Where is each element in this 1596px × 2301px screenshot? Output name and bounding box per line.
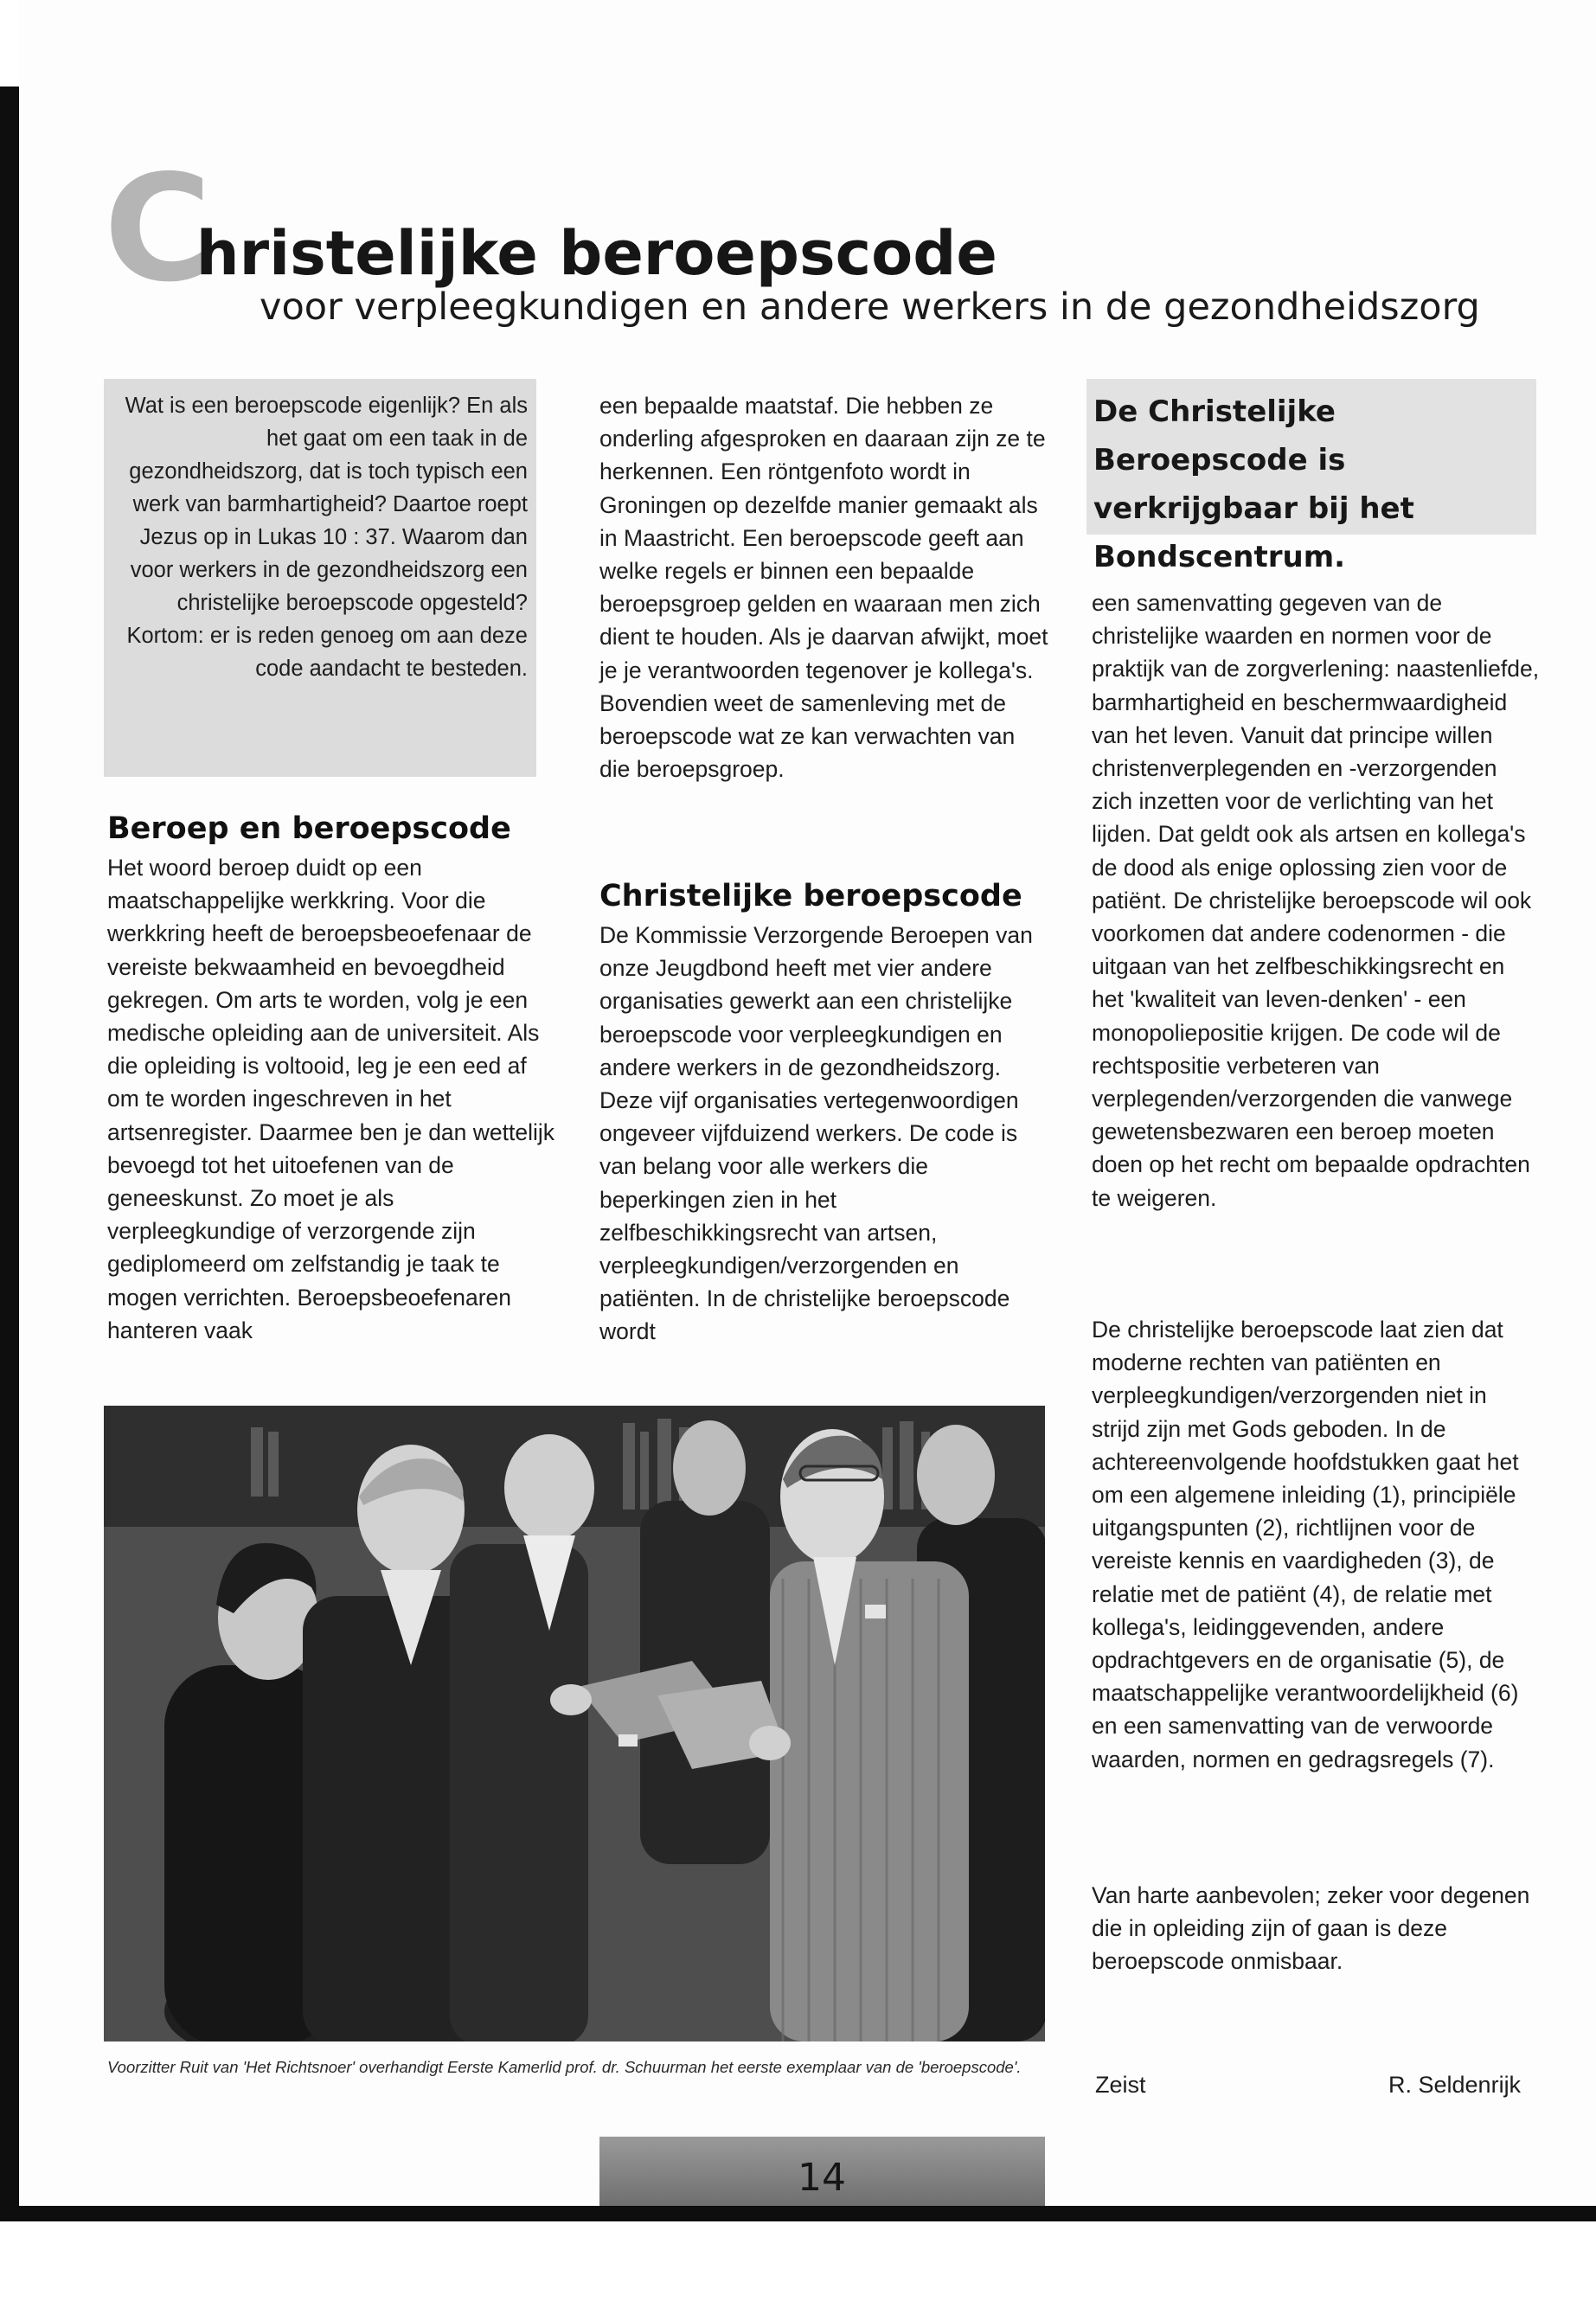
page-number: 14 (798, 2156, 846, 2200)
article-title (104, 144, 997, 315)
footer-place: Zeist (1095, 2072, 1146, 2098)
right-column-p2: De christelijke beroepscode laat zien dat moderne rechten van patiënten en verpleegkundigen/verzorgenden niet in strijd zijn met Gods geboden. In de achtereenvolgende hoofdstukken gaat het om een algemene inleiding (1), principiële uitgangspunten (2), richtlijnen voor de vereiste kennis en vaardigheden (3), de relatie met de patiënt (4), de relatie met kollega's, leidinggevenden, andere opdrachtgevers en de organisatie (5), de maatschappelijke verantwoordelijkheid (6) en een samenvatting van de verwoorde waarden, normen en gedragsregels (7). (1092, 1317, 1519, 1772)
right-column-p3: Van harte aanbevolen; zeker voor degenen die in opleiding zijn of gaan is deze beroepscode onmisbaar. (1092, 1882, 1530, 1975)
photo-caption: Voorzitter Ruit van 'Het Richtsnoer' overhandigt Eerste Kamerlid prof. dr. Schuurman het eerste exemplaar van de 'beroepscode'. (107, 2058, 1022, 2076)
article-subtitle: voor verpleegkundigen en andere werkers in de gezondheidszorg (260, 285, 1480, 329)
title-text: hristelijke beroepscode (195, 218, 997, 289)
footer-author: R. Seldenrijk (1388, 2072, 1522, 2098)
photo-illustration (104, 1406, 1045, 2041)
photo-handover (104, 1406, 1045, 2041)
scan-edge-bottom (0, 2206, 1596, 2221)
middle-column-text: een bepaalde maatstaf. Die hebben ze onderling afgesproken en daaraan zijn ze te herkennen. Een röntgenfoto wordt in Groningen op dezelfde manier gemaakt als in Maastricht. Een beroepscode geeft aan welke regels er binnen een bepaalde beroepsgroep gelden en waaraan men zich dient te houden. Als je daarvan afwijkt, moet je je verantwoorden tegenover je kollega's. Bovendien weet de samenleving met de beroepscode wat ze kan verwachten van die beroepsgroep. (599, 393, 1048, 783)
section-body-christelijk: De Kommissie Verzorgende Beroepen van onze Jeugdbond heeft met vier andere organisaties gewerkt aan een christelijke beroepscode voor verpleegkundigen en andere werkers in de gezondheidszorg. Deze vijf organisaties vertegenwoordigen ongeveer vijfduizend werkers. De code is van belang voor alle werkers die beperkingen zien in het zelfbeschikkingsrecht van artsen, verpleegkundigen/verzorgenden en patiënten. In de christelijke beroepscode wordt (599, 922, 1033, 1345)
scan-edge-left (0, 87, 19, 2214)
section-body-beroep: Het woord beroep duidt op een maatschappelijke werkkring. Voor die werkkring heeft de beroepsbeoefenaar de vereiste bekwaamheid en bevoegdheid gekregen. Om arts te worden, volg je een medische opleiding aan de universiteit. Als die opleiding is voltooid, leg je een eed af om te worden ingeschreven in het artsenregister. Daarmee ben je dan wettelijk bevoegd tot het uitoefenen van de geneeskunst. Zo moet je als verpleegkundige of verzorgende zijn gediplomeerd om zelfstandig je taak te mogen verrichten. Beroepsbeoefenaren hanteren vaak (107, 855, 555, 1343)
callout-text: De Christelijke Beroepscode is verkrijgbaar bij het Bondscentrum. (1093, 394, 1414, 574)
section-heading-christelijk: Christelijke beroepscode (599, 879, 1022, 913)
right-column-p1: een samenvatting gegeven van de christelijke waarden en normen voor de praktijk van de zorgverlening: naastenliefde, barmhartigheid en beschermwaardigheid van het leven. Vanuit dat principe willen christenverplegenden en -verzorgenden zich inzetten voor de verlichting van het lijden. Dat geldt ook als artsen en kollega's de dood als enige oplossing zien voor de patiënt. De christelijke beroepscode wil ook voorkomen dat andere codenormen - die uitgaan van het zelfbeschikkingsrecht en het 'kwaliteit van leven-denken' - een monopoliepositie krijgen. De code wil de rechtspositie verbeteren van verplegenden/verzorgenden die vanwege gewetensbezwaren een beroep moeten doen op het recht om bepaalde opdrachten te weigeren. (1092, 590, 1540, 1211)
section-heading-beroep: Beroep en beroepscode (107, 811, 511, 846)
title-dropcap: C (104, 144, 212, 315)
intro-text: Wat is een beroepscode eigenlijk? En als het gaat om een taak in de gezondheidszorg, dat is toch typisch een werk van barmhartigheid? Daartoe roept Jezus op in Lukas 10 : 37. Waarom dan voor werkers in de gezondheidszorg een christelijke beroepscode opgesteld? Kortom: er is reden genoeg om aan deze code aandacht te besteden. (125, 394, 528, 681)
